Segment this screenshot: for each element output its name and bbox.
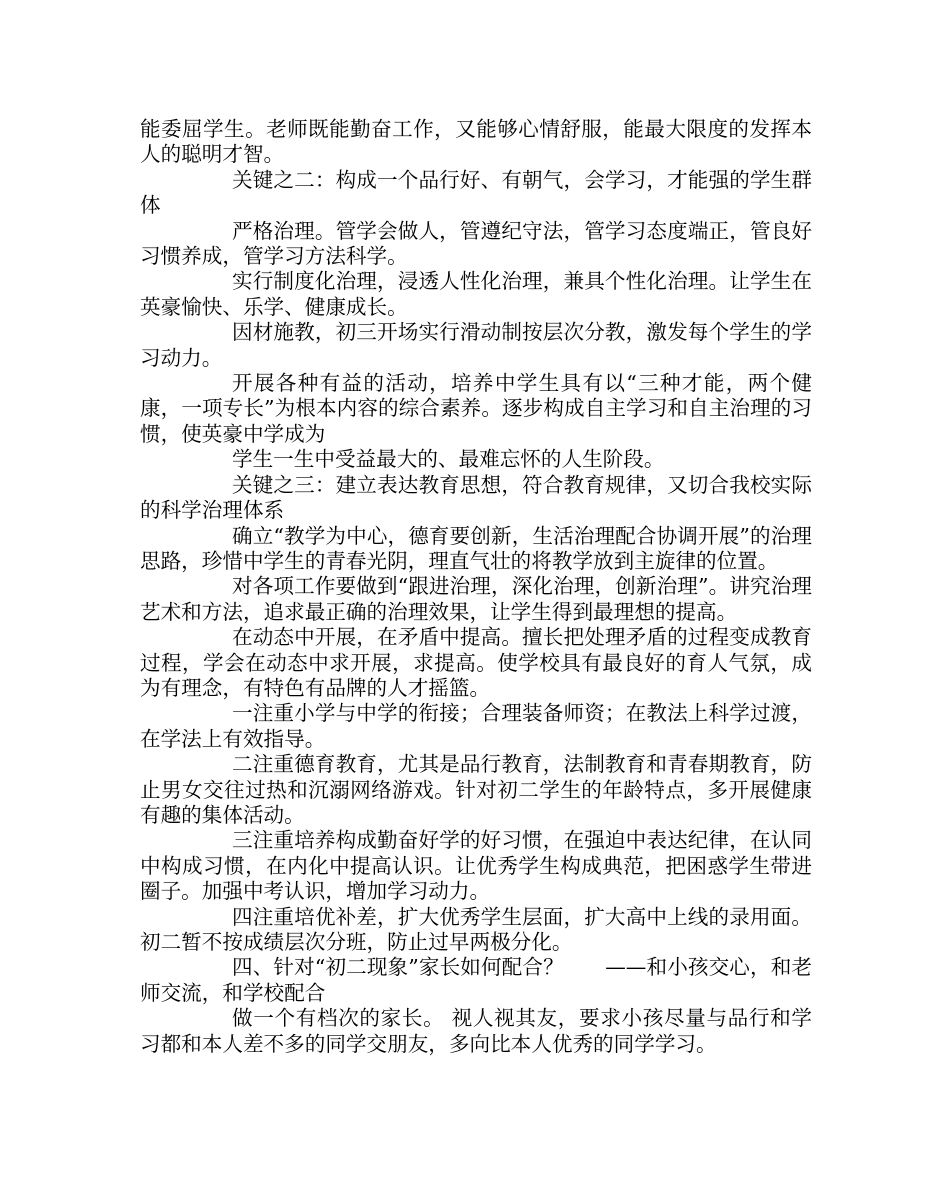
paragraph-9: 确立“教学为中心，德育要创新，生活治理配合协调开展”的治理思路，珍惜中学生的青春光阴，理直气壮的将教学放到主旋律的位置。 xyxy=(140,523,812,573)
paragraph-15: 四注重培优补差，扩大优秀学生层面，扩大高中上线的录用面。初二暂不按成绩层次分班，防止过早两极分化。 xyxy=(140,904,812,954)
paragraph-10: 对各项工作要做到“跟进治理，深化治理，创新治理”。讲究治理艺术和方法，追求最正确的治理效果，让学生得到最理想的提高。 xyxy=(140,574,812,624)
paragraph-11: 在动态中开展，在矛盾中提高。擅长把处理矛盾的过程变成教育过程，学会在动态中求开展，求提高。使学校具有最良好的育人气氛，成为有理念，有特色有品牌的人才摇篮。 xyxy=(140,625,812,700)
paragraph-5: 因材施教，初三开场实行滑动制按层次分教，激发每个学生的学习动力。 xyxy=(140,320,812,370)
paragraph-3: 严格治理。管学会做人，管遵纪守法，管学习态度端正，管良好习惯养成，管学习方法科学。 xyxy=(140,218,812,269)
document-body xyxy=(140,117,812,1057)
paragraph-1: 能委屈学生。老师既能勤奋工作，又能够心情舒服，能最大限度的发挥本人的聪明才智。 xyxy=(140,117,812,167)
paragraph-17: 做一个有档次的家长。 视人视其友，要求小孩尽量与品行和学习都和本人差不多的同学交朋友，多向比本人优秀的同学学习。 xyxy=(140,1006,812,1056)
paragraph-6: 开展各种有益的活动，培养中学生具有以“三种才能，两个健康，一项专长”为根本内容的综合素养。逐步构成自主学习和自主治理的习惯，使英豪中学成为 xyxy=(140,371,812,446)
paragraph-8-heading-key-three: 关键之三：建立表达教育思想，符合教育规律，又切合我校实际的科学治理体系 xyxy=(140,472,812,523)
paragraph-14: 三注重培养构成勤奋好学的好习惯，在强迫中表达纪律，在认同中构成习惯，在内化中提高认识。让优秀学生构成典范，把困惑学生带进圈子。加强中考认识，增加学习动力。 xyxy=(140,828,812,904)
paragraph-16-heading-section-four: 四、针对“初二现象”家长如何配合？ ——和小孩交心，和老师交流，和学校配合 xyxy=(140,955,812,1005)
paragraph-7: 学生一生中受益最大的、最难忘怀的人生阶段。 xyxy=(232,447,665,472)
paragraph-2-heading-key-two: 关键之二：构成一个品行好、有朝气，会学习，才能强的学生群体 xyxy=(140,167,812,218)
paragraph-12: 一注重小学与中学的衔接；合理装备师资；在教法上科学过渡，在学法上有效指导。 xyxy=(140,701,812,751)
paragraph-4: 实行制度化治理，浸透人性化治理，兼具个性化治理。让学生在英豪愉快、乐学、健康成长。 xyxy=(140,269,812,319)
paragraph-13: 二注重德育教育，尤其是品行教育，法制教育和青春期教育，防止男女交往过热和沉溺网络游戏。针对初二学生的年龄特点，多开展健康有趣的集体活动。 xyxy=(140,752,812,827)
